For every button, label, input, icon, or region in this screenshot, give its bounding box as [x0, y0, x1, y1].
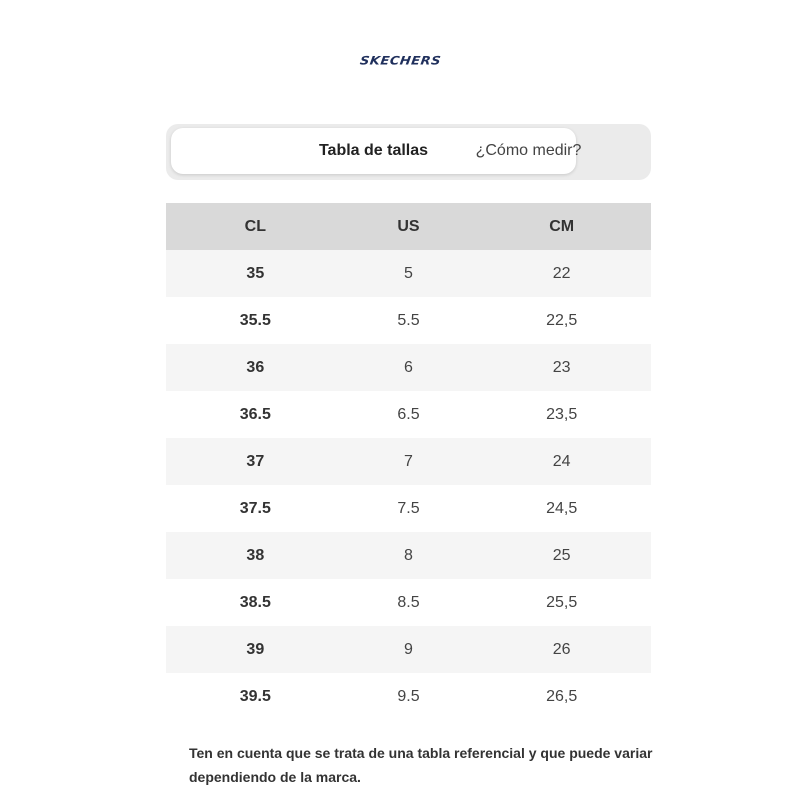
tab-size-chart[interactable]: Tabla de tallas	[171, 128, 576, 174]
brand-logo	[0, 52, 800, 70]
table-row	[166, 485, 651, 532]
size-cell-cl: 39.5	[166, 673, 345, 720]
size-cell-cl: 39	[166, 626, 345, 673]
disclaimer-line-2: dependiendo de la marca.	[189, 769, 361, 785]
size-cell-us: 8	[345, 532, 473, 579]
size-cell-us: 7	[345, 438, 473, 485]
size-cell-cl: 36	[166, 344, 345, 391]
disclaimer-line-1: Ten en cuenta que se trata de una tabla referencial y que puede variar	[189, 745, 653, 761]
table-row	[166, 626, 651, 673]
table-row	[166, 344, 651, 391]
table-header-row	[166, 203, 651, 250]
size-cell-cl: 37.5	[166, 485, 345, 532]
size-cell-us: 5	[345, 250, 473, 297]
size-cell-cm: 26	[472, 626, 651, 673]
size-cell-cl: 38.5	[166, 579, 345, 626]
table-row	[166, 438, 651, 485]
size-cell-cl: 35.5	[166, 297, 345, 344]
brand-logo-text: SKECHERS	[358, 54, 442, 69]
table-row	[166, 673, 651, 720]
size-cell-cm: 24	[472, 438, 651, 485]
size-cell-us: 7.5	[345, 485, 473, 532]
size-cell-cm: 23	[472, 344, 651, 391]
tab-how-to-measure[interactable]: ¿Cómo medir?	[475, 142, 582, 159]
table-row	[166, 250, 651, 297]
size-cell-cm: 26,5	[472, 673, 651, 720]
size-cell-cm: 22	[472, 250, 651, 297]
table-row	[166, 579, 651, 626]
size-table	[166, 203, 651, 720]
table-row	[166, 297, 651, 344]
size-cell-us: 8.5	[345, 579, 473, 626]
size-cell-us: 9.5	[345, 673, 473, 720]
size-cell-cl: 35	[166, 250, 345, 297]
column-header-cl: CL	[166, 203, 345, 250]
size-cell-us: 6	[345, 344, 473, 391]
table-row	[166, 391, 651, 438]
size-cell-cm: 22,5	[472, 297, 651, 344]
table-row	[166, 532, 651, 579]
disclaimer-note	[189, 741, 659, 789]
size-guide-tabs	[166, 124, 651, 180]
size-cell-cl: 37	[166, 438, 345, 485]
size-cell-cm: 23,5	[472, 391, 651, 438]
size-cell-cm: 24,5	[472, 485, 651, 532]
size-cell-us: 9	[345, 626, 473, 673]
column-header-us: US	[345, 203, 473, 250]
size-cell-cl: 36.5	[166, 391, 345, 438]
size-cell-cm: 25,5	[472, 579, 651, 626]
size-cell-cm: 25	[472, 532, 651, 579]
size-cell-us: 5.5	[345, 297, 473, 344]
column-header-cm: CM	[472, 203, 651, 250]
size-cell-us: 6.5	[345, 391, 473, 438]
size-cell-cl: 38	[166, 532, 345, 579]
